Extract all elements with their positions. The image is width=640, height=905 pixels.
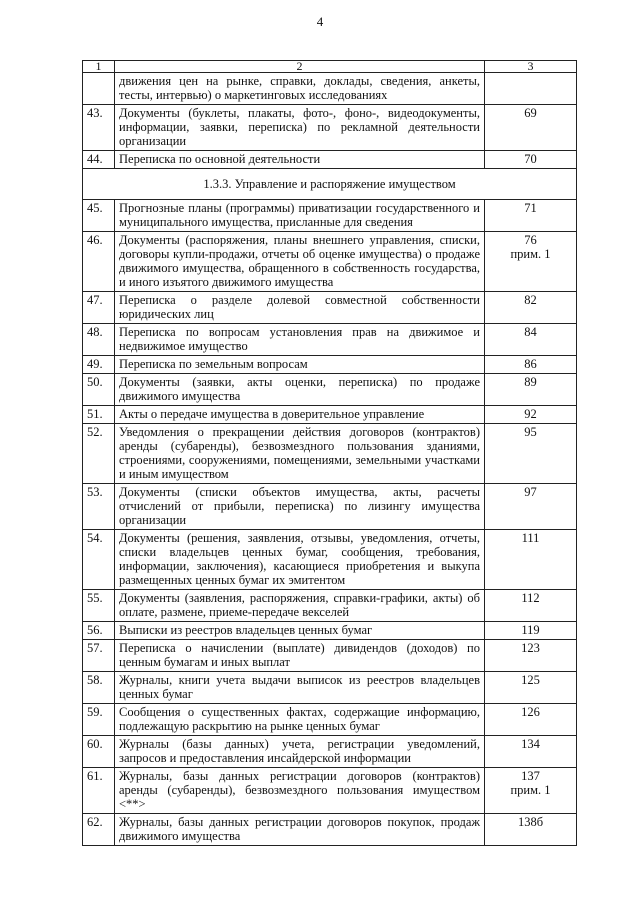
- item-number: 61.: [83, 768, 115, 814]
- document-table: [82, 60, 577, 846]
- item-description: Журналы, базы данных регистрации договоров покупок, продаж движимого имущества: [115, 814, 485, 846]
- item-number: [83, 73, 115, 105]
- article-number: 84: [524, 325, 537, 339]
- article-number: 95: [524, 425, 537, 439]
- article-number: 137: [521, 769, 540, 783]
- item-number: 59.: [83, 704, 115, 736]
- item-number: 54.: [83, 530, 115, 590]
- page-number: 4: [316, 14, 324, 29]
- item-number: 62.: [83, 814, 115, 846]
- table-row: [83, 356, 577, 374]
- item-number: 44.: [83, 151, 115, 169]
- table-row: [83, 232, 577, 292]
- item-description: Документы (списки объектов имущества, акты, расчеты отчислений от прибыли, переписка) по лизингу имущества организации: [115, 484, 485, 530]
- item-description: Журналы, базы данных регистрации договоров (контрактов) аренды (субаренды), безвозмездного пользования имуществом <**>: [115, 768, 485, 814]
- article-number: 125: [521, 673, 540, 687]
- item-article-ref: [485, 704, 577, 736]
- item-number: 46.: [83, 232, 115, 292]
- article-number: 111: [521, 531, 540, 545]
- table-row: [83, 292, 577, 324]
- item-article-ref: [485, 374, 577, 406]
- item-description: Уведомления о прекращении действия договоров (контрактов) аренды (субаренды), безвозмездного пользования зданиями, строениями, сооружениями, помещениями, земельными участками и иным имуществом: [115, 424, 485, 484]
- item-article-ref: [485, 292, 577, 324]
- item-description: Прогнозные планы (программы) приватизации государственного и муниципального имущества, присланные для сведения: [115, 200, 485, 232]
- article-number: 86: [524, 357, 537, 371]
- item-article-ref: [485, 105, 577, 151]
- table-header-row: [83, 61, 577, 73]
- item-number: 57.: [83, 640, 115, 672]
- item-number: 56.: [83, 622, 115, 640]
- table-row: [83, 374, 577, 406]
- table-row: [83, 151, 577, 169]
- article-number: 92: [524, 407, 537, 421]
- item-description: Документы (заявки, акты оценки, переписка) по продаже движимого имущества: [115, 374, 485, 406]
- item-number: 53.: [83, 484, 115, 530]
- item-description: Документы (решения, заявления, отзывы, уведомления, отчеты, списки владельцев ценных бумаг, сообщения, требования, информации, заключения), касающиеся приобретения и выкупа размещенных ценных бумаг их эмитентом: [115, 530, 485, 590]
- table-row: [83, 424, 577, 484]
- item-article-ref: [485, 590, 577, 622]
- item-article-ref: [485, 356, 577, 374]
- item-description: Переписка о разделе долевой совместной собственности юридических лиц: [115, 292, 485, 324]
- item-article-ref: [485, 151, 577, 169]
- article-number: 138б: [517, 815, 544, 829]
- article-number: 76: [524, 233, 537, 247]
- table-row: [83, 672, 577, 704]
- item-description: Переписка по вопросам установления прав на движимое и недвижимое имущество: [115, 324, 485, 356]
- item-description: Документы (заявления, распоряжения, справки-графики, акты) об оплате, размене, приеме-передаче векселей: [115, 590, 485, 622]
- table-row: [83, 200, 577, 232]
- item-description: Журналы (базы данных) учета, регистрации уведомлений, запросов и предоставления инсайдерской информации: [115, 736, 485, 768]
- item-number: 48.: [83, 324, 115, 356]
- item-article-ref: [485, 814, 577, 846]
- item-number: 58.: [83, 672, 115, 704]
- header-col-3: 3: [485, 61, 577, 73]
- item-description: Журналы, книги учета выдачи выписок из реестров владельцев ценных бумаг: [115, 672, 485, 704]
- item-article-ref: [485, 622, 577, 640]
- item-number: 50.: [83, 374, 115, 406]
- item-article-ref: [485, 73, 577, 105]
- article-number: 70: [524, 152, 537, 166]
- article-number: 69: [524, 106, 537, 120]
- item-description: движения цен на рынке, справки, доклады, сведения, анкеты, тесты, интервью) о маркетинговых исследованиях: [115, 73, 485, 105]
- item-number: 60.: [83, 736, 115, 768]
- item-number: 45.: [83, 200, 115, 232]
- table-row: [83, 768, 577, 814]
- table-row: [83, 704, 577, 736]
- item-description: Переписка о начислении (выплате) дивидендов (доходов) по ценным бумагам и иных выплат: [115, 640, 485, 672]
- article-number: 134: [521, 737, 540, 751]
- article-note: прим. 1: [510, 247, 551, 261]
- article-number: 89: [524, 375, 537, 389]
- item-description: Переписка по основной деятельности: [115, 151, 485, 169]
- section-heading: 1.3.3. Управление и распоряжение имуществом: [83, 169, 577, 200]
- item-number: 43.: [83, 105, 115, 151]
- table-row: [83, 324, 577, 356]
- header-col-2: 2: [115, 61, 485, 73]
- item-article-ref: [485, 640, 577, 672]
- item-number: 51.: [83, 406, 115, 424]
- item-article-ref: [485, 768, 577, 814]
- item-article-ref: [485, 424, 577, 484]
- item-description: Сообщения о существенных фактах, содержащие информацию, подлежащую раскрытию на рынке ценных бумаг: [115, 704, 485, 736]
- table-row: [83, 814, 577, 846]
- item-article-ref: [485, 200, 577, 232]
- article-number: 126: [521, 705, 540, 719]
- item-article-ref: [485, 232, 577, 292]
- header-col-1: 1: [83, 61, 115, 73]
- item-number: 49.: [83, 356, 115, 374]
- item-article-ref: [485, 324, 577, 356]
- article-note: прим. 1: [510, 783, 551, 797]
- article-number: 123: [521, 641, 540, 655]
- article-number: 82: [524, 293, 537, 307]
- item-number: 47.: [83, 292, 115, 324]
- item-article-ref: [485, 530, 577, 590]
- item-number: 52.: [83, 424, 115, 484]
- item-number: 55.: [83, 590, 115, 622]
- table-row: [83, 105, 577, 151]
- article-number: 97: [524, 485, 537, 499]
- article-number: 119: [521, 623, 540, 637]
- article-number: 112: [521, 591, 540, 605]
- table-row: [83, 640, 577, 672]
- item-article-ref: [485, 484, 577, 530]
- item-article-ref: [485, 406, 577, 424]
- table-row: [83, 590, 577, 622]
- table-row: [83, 736, 577, 768]
- item-article-ref: [485, 672, 577, 704]
- item-article-ref: [485, 736, 577, 768]
- table-row: [83, 406, 577, 424]
- item-description: Выписки из реестров владельцев ценных бумаг: [115, 622, 485, 640]
- table-row: [83, 530, 577, 590]
- item-description: Переписка по земельным вопросам: [115, 356, 485, 374]
- item-description: Акты о передаче имущества в доверительное управление: [115, 406, 485, 424]
- table-row: [83, 484, 577, 530]
- article-number: 71: [524, 201, 537, 215]
- item-description: Документы (буклеты, плакаты, фото-, фоно-, видеодокументы, информации, заявки, переписка) по рекламной деятельности организации: [115, 105, 485, 151]
- table-row: [83, 622, 577, 640]
- table-row: [83, 73, 577, 105]
- item-description: Документы (распоряжения, планы внешнего управления, списки, договоры купли-продажи, отчеты об оценке имущества) о продаже движимого имущества, обращенного в собственность государства, и иного изъятого движимого имущества: [115, 232, 485, 292]
- section-heading-row: [83, 169, 577, 200]
